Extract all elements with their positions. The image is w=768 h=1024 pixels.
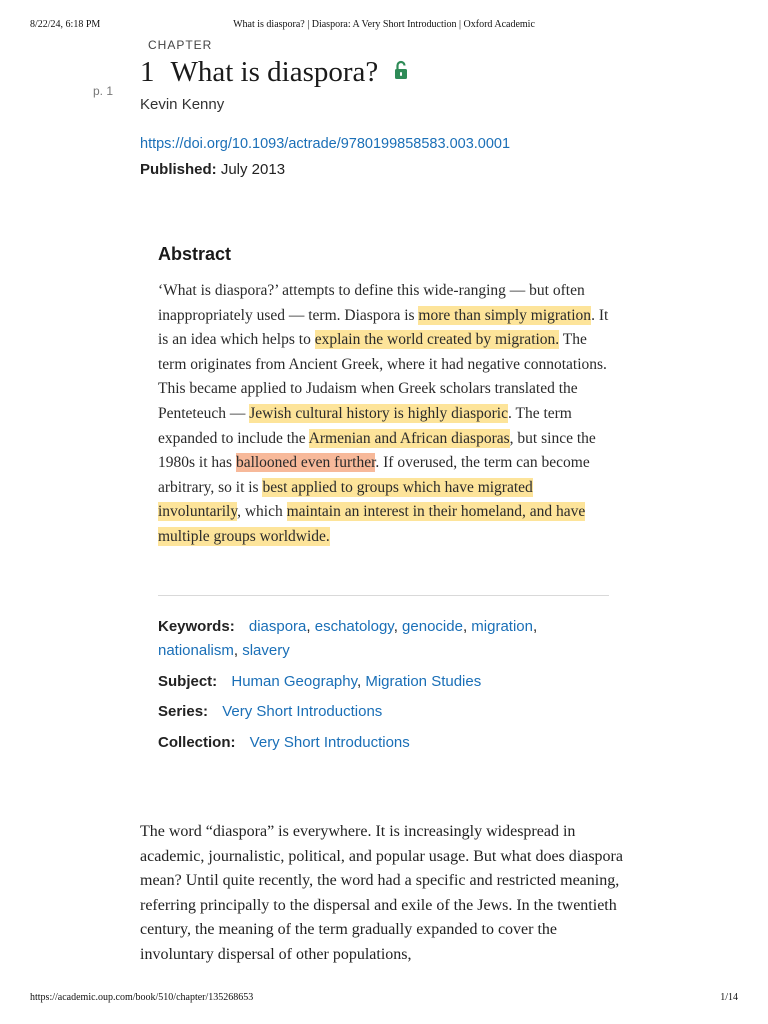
open-access-lock-icon [394,55,408,88]
chapter-title-text: What is diaspora? [170,56,379,88]
highlighted-text-orange: ballooned even further [235,454,376,472]
series-row [158,700,618,724]
collection-row [158,731,618,755]
published-label: Published: [140,161,217,178]
print-page-number: 1/14 [720,992,738,1003]
series-link[interactable]: Very Short Introductions [222,703,383,720]
chapter-title [140,56,408,91]
keywords-label: Keywords: [158,618,235,635]
subject-link[interactable]: Migration Studies [365,673,482,690]
chapter-number: 1 [140,56,155,88]
print-page-title: What is diaspora? | Diaspora: A Very Short Introduction | Oxford Academic [233,19,535,30]
keywords-list: diaspora, eschatology, genocide, migration, nationalism, slavery [158,618,538,659]
abstract-divider [158,595,609,596]
keywords-row [158,615,618,663]
highlighted-text: Armenian and African diasporas [308,429,510,447]
highlighted-text: Jewish cultural history is highly diasporic [249,404,508,422]
keyword-link[interactable]: genocide [402,618,463,635]
print-datetime: 8/22/24, 6:18 PM [30,19,101,30]
keyword-link[interactable]: eschatology [314,618,394,635]
abstract-text-segment: ‘What is diaspora?’ attempts to define this wide-ranging — but often inappropriately used — term. Diaspora is [158,282,585,324]
subject-label: Subject: [158,673,218,690]
subject-link[interactable]: Human Geography [231,673,357,690]
keyword-link[interactable]: slavery [242,642,290,659]
abstract-text [158,279,618,550]
series-label: Series: [158,703,209,720]
keyword-link[interactable]: diaspora [248,618,307,635]
abstract-heading: Abstract [158,244,232,264]
keyword-link[interactable]: nationalism [158,642,234,659]
abstract-text-segment: The term originates from Ancient Greek, where it had negative connotations. This became applied to Judaism when Greek scholars translated the Penteteuch — [158,331,607,422]
chapter-label: CHAPTER [148,38,213,52]
keyword-link[interactable]: migration [471,618,533,635]
abstract-text-segment: . The term expanded to include the [158,404,572,447]
collection-link[interactable]: Very Short Introductions [249,734,410,751]
highlighted-text: explain the world created by migration. [314,331,560,349]
abstract-body [158,279,618,550]
abstract-text-segment: , which [237,503,287,521]
print-url: https://academic.oup.com/book/510/chapter/135268653 [30,992,254,1003]
author-name: Kevin Kenny [140,96,225,113]
chapter-body [140,820,630,968]
abstract-text-segment: . It is an idea which helps to [158,306,609,349]
body-paragraph: The word “diaspora” is everywhere. It is increasingly widespread in academic, journalistic, political, and popular usage. But what does diaspora mean? Until quite recently, the word had a specific and restricted meaning, referring principally to the dispersal and exile of the Jews. In the twentieth century, the meaning of the term gradually expanded to cover the involuntary dispersal of other populations, [140,823,623,963]
highlighted-text: more than simply migration [418,306,592,324]
highlighted-text: maintain an interest in their homeland, and have multiple groups worldwide. [158,503,586,545]
published-date [140,161,285,178]
abstract-text-segment: , but since the 1980s it has [158,429,596,472]
subject-row [158,670,618,694]
published-value: July 2013 [220,161,286,178]
page-marker: p. 1 [93,84,114,98]
highlighted-text: best applied to groups which have migrated involuntarily [158,478,533,521]
collection-label: Collection: [158,734,236,751]
doi-link[interactable]: https://doi.org/10.1093/actrade/9780199858583.003.0001 [140,136,511,152]
abstract-text-segment: . If overused, the term can become arbitrary, so it is [158,454,590,496]
subject-list: Human Geography, Migration Studies [231,673,482,690]
